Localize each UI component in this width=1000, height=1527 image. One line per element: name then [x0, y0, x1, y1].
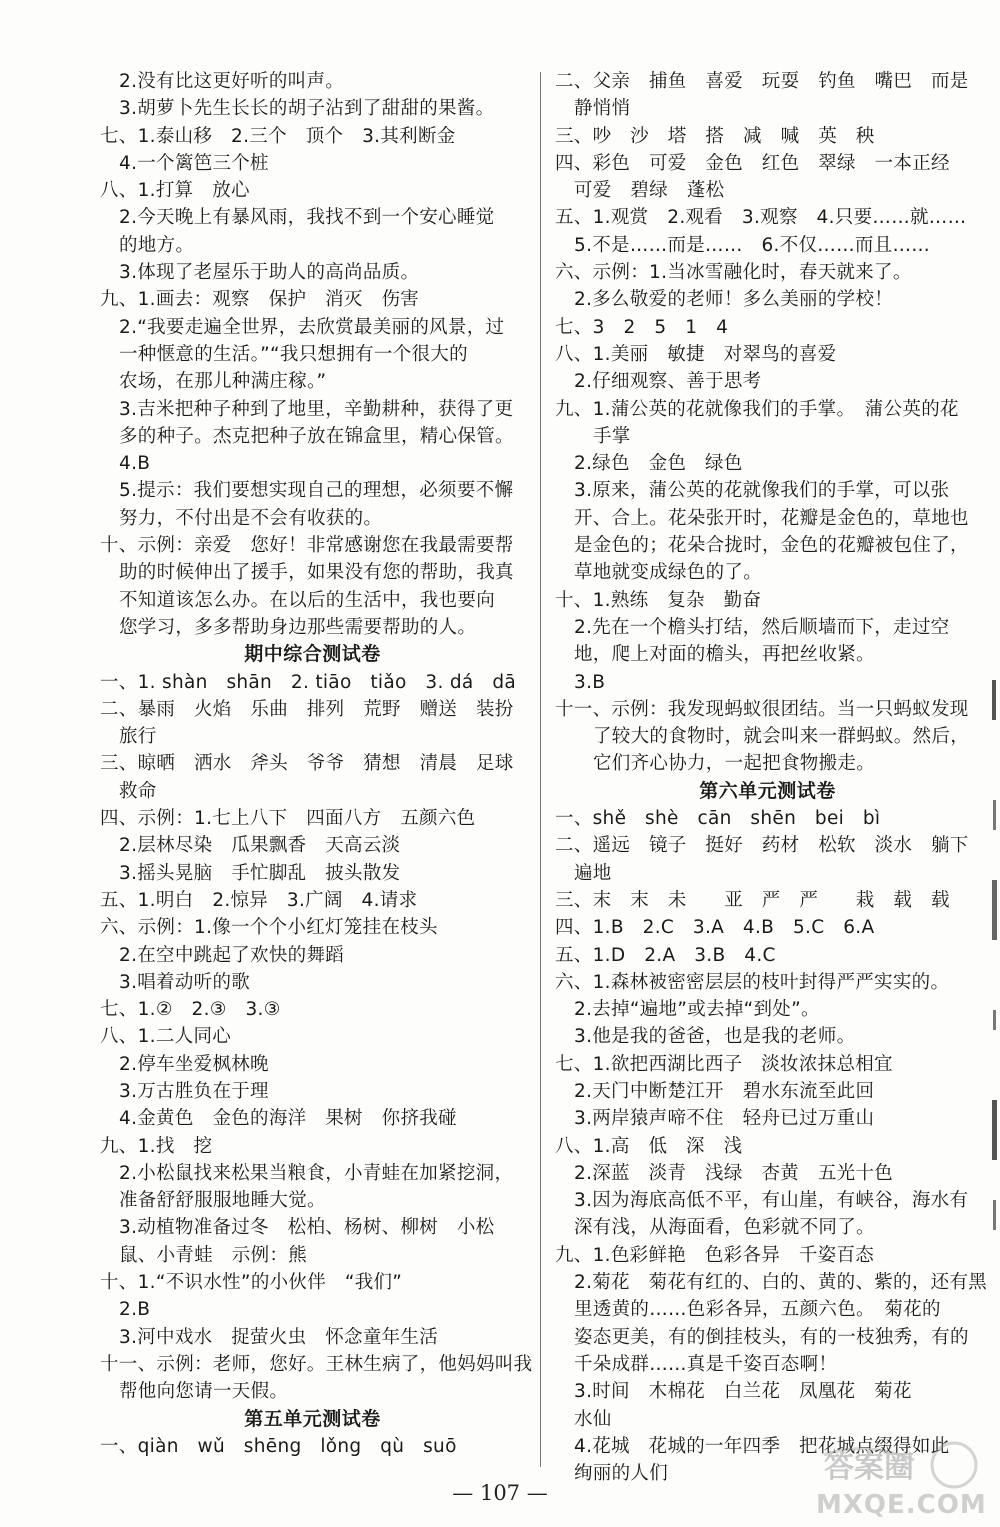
answer-line: 2.“我要走遍全世界，去欣赏最美丽的风景，过: [119, 316, 505, 338]
answer-line: 七、1.欲把西湖比西子 淡妆浓抹总相宜: [555, 1053, 893, 1075]
answer-line: 3.唱着动听的歌: [119, 971, 251, 993]
answer-line: 2.小松鼠找来松果当粮食，小青蛙在加紧挖洞，: [119, 1162, 514, 1184]
answer-line: 的地方。: [119, 234, 195, 256]
answer-line: 努力，不付出是不会有收获的。: [119, 507, 383, 529]
answer-line: 2.在空中跳起了欢快的舞蹈: [119, 944, 345, 966]
answer-line: 4.花城 花城的一年四季 把花城点缀得如此: [574, 1435, 950, 1457]
answer-line: 5.不是……而是…… 6.不仅……而且……: [574, 234, 931, 256]
answer-line: 姿态更美，有的倒挂枝头，有的一枝独秀，有的: [574, 1326, 969, 1348]
answer-line: 二、父亲 捕鱼 喜爱 玩耍 钓鱼 嘴巴 而是: [555, 71, 969, 92]
watermark-bottom-text: MXQE.COM: [816, 1490, 987, 1520]
answer-line: 八、1.打算 放心: [100, 180, 250, 202]
answer-line: 开、合上。花朵张开时，花瓣是金色的，草地也: [574, 507, 969, 529]
answer-line: 4.金黄色 金色的海洋 果树 你挤我碰: [119, 1108, 457, 1130]
answer-line: 3.胡萝卜先生长长的胡子沾到了甜甜的果酱。: [119, 98, 495, 120]
answer-line: 二、遥远 镜子 挺好 药材 松软 淡水 躺下: [555, 835, 969, 857]
answer-line: 七、3 2 5 1 4: [555, 316, 729, 338]
answer-line: 五、1.观赏 2.观看 3.观察 4.只要……就……: [555, 207, 967, 229]
answer-line: 多的种子。杰克把种子放在锦盒里，精心保管。: [119, 425, 514, 447]
right-column: [555, 68, 988, 1487]
section-heading: 第六单元测试卷: [699, 779, 836, 802]
answer-line: 助的时候伸出了援手，如果没有您的帮助，我真: [119, 562, 514, 584]
answer-line: 不知道该怎么办。在以后的生活中，我也要向: [119, 589, 496, 611]
answer-line: 农场，在那儿种满庄稼。”: [119, 371, 327, 393]
answer-line: 八、1.高 低 深 浅: [555, 1135, 743, 1157]
answer-line: 旅行: [119, 726, 157, 748]
answer-line: 3.两岸猿声啼不住 轻舟已过万重山: [574, 1108, 875, 1130]
answer-line: 3.体现了老屋乐于助人的高尚品质。: [119, 262, 420, 284]
section-heading: 第五单元测试卷: [244, 1407, 381, 1430]
answer-line: 2.先在一个檐头打结，然后顺墙而下，走过空: [574, 616, 950, 638]
answer-line: 2.天门中断楚江开 碧水东流至此回: [574, 1080, 875, 1102]
answer-line: 3.吉米把种子种到了地里，辛勤耕种，获得了更: [119, 398, 514, 420]
answer-line: 2.绿色 金色 绿色: [574, 453, 743, 475]
answer-line: 2.B: [119, 1299, 151, 1321]
answer-line: 九、1.蒲公英的花就像我们的手掌。 蒲公英的花: [555, 398, 959, 420]
answer-line: 2.多么敬爱的老师！多么美丽的学校！: [574, 289, 894, 311]
left-column: [100, 68, 533, 1460]
answer-line: 3.河中戏水 捉萤火虫 怀念童年生活: [119, 1326, 439, 1348]
answer-line: 可爱 碧绿 蓬松: [574, 180, 725, 202]
page-edge-marks: [990, 680, 1000, 1240]
answer-line: 2.停车坐爱枫林晚: [119, 1053, 269, 1075]
answer-line: 4.一个篱笆三个桩: [119, 152, 269, 174]
answer-line: 六、1.森林被密密层层的枝叶封得严严实实的。: [555, 971, 950, 993]
answer-line: 四、彩色 可爱 金色 红色 翠绿 一本正经: [555, 152, 950, 174]
answer-line: 七、1.② 2.③ 3.③: [100, 999, 281, 1021]
answer-line: 3.B: [574, 671, 606, 693]
answer-line: 六、示例：1.像一个个小红灯笼挂在枝头: [100, 917, 438, 939]
answer-line: 3.动植物准备过冬 松柏、杨树、柳树 小松: [119, 1217, 495, 1239]
answer-line: 绚丽的人们: [574, 1463, 669, 1485]
answer-line: 准备舒舒服服地睡大觉。: [119, 1190, 326, 1212]
answer-line: 鼠、小青蛙 示例：熊: [119, 1244, 308, 1266]
answer-line: 一、shě shè cān shēn bei bì: [555, 808, 881, 830]
answer-line: 九、1.画去：观察 保护 消灭 伤害: [100, 289, 420, 311]
answer-line: 静悄悄: [574, 98, 631, 120]
answer-line: 3.他是我的爸爸，也是我的老师。: [574, 1026, 856, 1048]
answer-line: 3.万古胜负在于理: [119, 1080, 269, 1102]
answer-line: 一、qiàn wǔ shēng lǒng qù suō: [100, 1435, 457, 1457]
answer-line: 一种惬意的生活。”“我只想拥有一个很大的: [119, 343, 468, 365]
answer-line: 2.层林尽染 瓜果飘香 天高云淡: [119, 835, 401, 857]
answer-line: 里透黄的……色彩各异，五颜六色。 菊花的: [574, 1299, 941, 1321]
answer-line: 3.因为海底高低不平，有山崖，有峡谷，海水有: [574, 1190, 969, 1212]
answer-line: 千朵成群……真是千姿百态啊！: [574, 1353, 838, 1375]
answer-line: 九、1.色彩鲜艳 色彩各异 千姿百态: [555, 1244, 875, 1266]
answer-line: 2.深蓝 淡青 浅绿 杏黄 五光十色: [574, 1162, 894, 1184]
answer-line: 十一、示例：我发现蚂蚁很团结。当一只蚂蚁发现: [555, 698, 969, 720]
answer-line: 草地就变成绿色的了。: [574, 562, 763, 584]
answer-line: 深有浅，从海面看，色彩就不同了。: [574, 1217, 875, 1239]
answer-line: 遍地: [574, 862, 612, 884]
answer-line: 六、示例：1.当冰雪融化时，春天就来了。: [555, 262, 912, 284]
column-divider: [540, 72, 541, 1467]
answer-line: 十、1.熟练 复杂 勤奋: [555, 589, 762, 611]
answer-line: 了较大的食物时，就会叫来一群蚂蚁。然后，: [593, 726, 970, 748]
answer-line: 3.原来，蒲公英的花就像我们的手掌，可以张: [574, 480, 950, 502]
answer-line: 十、示例：亲爱 您好！非常感谢您在我最需要帮: [100, 535, 514, 557]
answer-line: 它们齐心协力，一起把食物搬走。: [593, 753, 876, 775]
answer-line: 四、示例：1.七上八下 四面八方 五颜六色: [100, 808, 476, 830]
answer-line: 十、1.“不识水性”的小伙伴 “我们”: [100, 1272, 403, 1294]
answer-line: 4.B: [119, 453, 151, 475]
answer-line: 四、1.B 2.C 3.A 4.B 5.C 6.A: [555, 917, 875, 939]
answer-line: 五、1.明白 2.惊异 3.广阔 4.请求: [100, 889, 418, 911]
answer-line: 十一、示例：老师，您好。王林生病了，他妈妈叫我: [100, 1353, 533, 1375]
answer-line: 救命: [119, 780, 157, 802]
answer-line: 2.今天晚上有暴风雨，我找不到一个安心睡觉: [119, 207, 495, 229]
answer-line: 3.时间 木棉花 白兰花 凤凰花 菊花: [574, 1381, 912, 1403]
watermark-top-text: 答案圈: [824, 1450, 914, 1485]
answer-line: 九、1.找 挖: [100, 1135, 213, 1157]
answer-line: 八、1.美丽 敏捷 对翠鸟的喜爱: [555, 343, 837, 365]
answer-line: 是金色的；花朵合拢时，金色的花瓣被包住了，: [574, 535, 969, 557]
answer-line: 八、1.二人同心: [100, 1026, 232, 1048]
section-heading: 期中综合测试卷: [244, 643, 381, 666]
answer-line: 您学习，多多帮助身边那些需要帮助的人。: [119, 616, 477, 638]
answer-line: 2.没有比这更好听的叫声。: [119, 71, 345, 92]
answer-line: 3.摇头晃脑 手忙脚乱 披头散发: [119, 862, 401, 884]
answer-line: 地，爬上对面的檐头，再把丝收紧。: [574, 644, 875, 666]
answer-line: 2.去掉“遍地”或去掉“到处”。: [574, 999, 820, 1021]
answer-line: 二、暴雨 火焰 乐曲 排列 荒野 赠送 装扮: [100, 698, 514, 720]
answer-line: 五、1.D 2.A 3.B 4.C: [555, 944, 776, 966]
answer-line: 七、1.泰山移 2.三个 顶个 3.其利断金: [100, 125, 456, 147]
answer-line: 帮他向您请一天假。: [119, 1381, 289, 1403]
page-number: — 107 —: [452, 1481, 548, 1505]
answer-line: 一、1. shàn shān 2. tiāo tiǎo 3. dá dā: [100, 671, 517, 693]
answer-line: 5.提示：我们要想实现自己的理想，必须要不懈: [119, 480, 514, 502]
answer-line: 2.仔细观察、善于思考: [574, 371, 762, 393]
answer-line: 水仙: [574, 1408, 612, 1430]
watermark-logo: [804, 1435, 994, 1521]
answer-line: 手掌: [593, 425, 631, 447]
answer-line: 三、末 末 未 亚 严 严 栽 载 载: [555, 889, 950, 911]
answer-line: 三、吵 沙 塔 搭 减 喊 英 秧: [555, 125, 875, 147]
answer-line: 2.菊花 菊花有红的、白的、黄的、紫的，还有黑: [574, 1272, 988, 1294]
answer-line: 三、晾晒 洒水 斧头 爷爷 猜想 清晨 足球: [100, 753, 514, 775]
